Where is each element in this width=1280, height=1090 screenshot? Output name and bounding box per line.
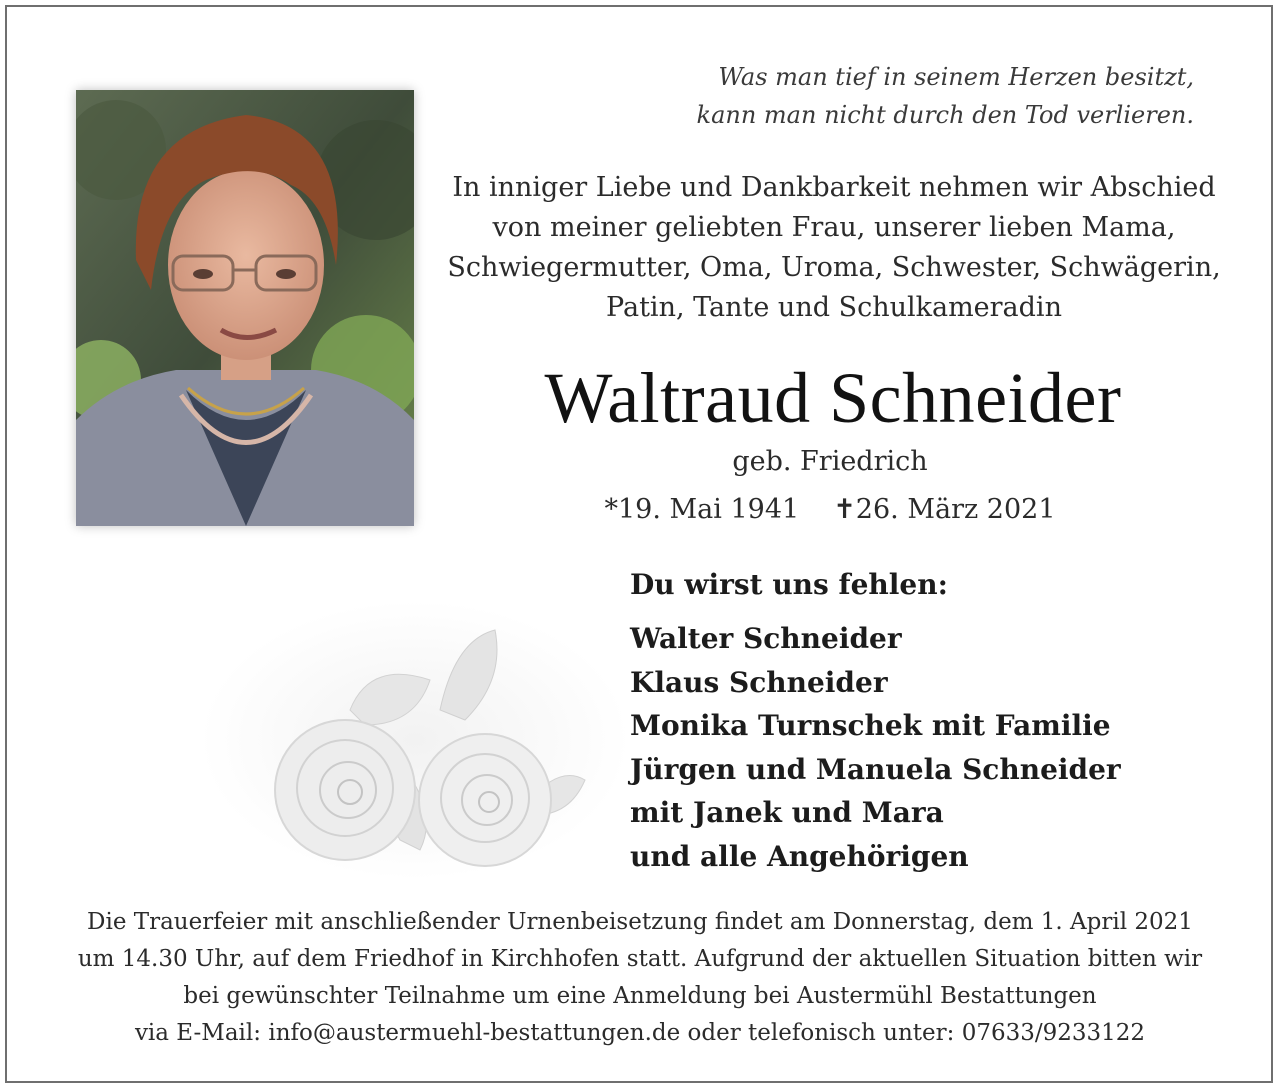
life-dates bbox=[540, 492, 1120, 528]
farewell-line: Patin, Tante und Schulkameradin bbox=[606, 292, 1062, 323]
mourners-list bbox=[630, 617, 1121, 878]
mourner-name: Monika Turnschek mit Familie bbox=[630, 709, 1111, 742]
quote-line: kann man nicht durch den Tod verlieren. bbox=[696, 101, 1194, 129]
mourner-name: Klaus Schneider bbox=[630, 665, 888, 699]
farewell-line: In inniger Liebe und Dankbarkeit nehmen wir Abschied bbox=[452, 172, 1216, 203]
mourner-name: und alle Angehörigen bbox=[630, 839, 969, 873]
mourners-heading: Du wirst uns fehlen: bbox=[630, 568, 948, 601]
funeral-line: um 14.30 Uhr, auf dem Friedhof in Kirchhofen statt. Aufgrund der aktuellen Situation bitten wir bbox=[77, 946, 1203, 972]
death-date: ✝26. März 2021 bbox=[833, 494, 1056, 525]
farewell-line: von meiner geliebten Frau, unserer lieben Mama, bbox=[492, 212, 1176, 243]
portrait-photo bbox=[76, 90, 414, 526]
mourner-name: Walter Schneider bbox=[630, 622, 902, 655]
maiden-name: geb. Friedrich bbox=[732, 446, 928, 477]
farewell-line: Schwiegermutter, Oma, Uroma, Schwester, Schwägerin, bbox=[447, 252, 1221, 283]
roses-illustration bbox=[200, 600, 630, 880]
birth-date: *19. Mai 1941 bbox=[604, 494, 800, 525]
deceased-name: Waltraud Schneider bbox=[544, 358, 1122, 438]
funeral-line: bei gewünschter Teilnahme um eine Anmeldung bei Austermühl Bestattungen bbox=[183, 983, 1097, 1009]
funeral-line: Die Trauerfeier mit anschließender Urnenbeisetzung findet am Donnerstag, dem 1. April 2021 bbox=[87, 909, 1193, 935]
mourner-name: Jürgen und Manuela Schneider bbox=[630, 752, 1121, 786]
funeral-line: via E-Mail: info@austermuehl-bestattungen.de oder telefonisch unter: 07633/9233122 bbox=[134, 1020, 1146, 1046]
memorial-quote bbox=[640, 58, 1194, 134]
quote-line: Was man tief in seinem Herzen besitzt, bbox=[718, 63, 1194, 91]
mourner-name: mit Janek und Mara bbox=[630, 796, 944, 829]
farewell-text bbox=[440, 168, 1228, 328]
funeral-details bbox=[40, 904, 1240, 1052]
